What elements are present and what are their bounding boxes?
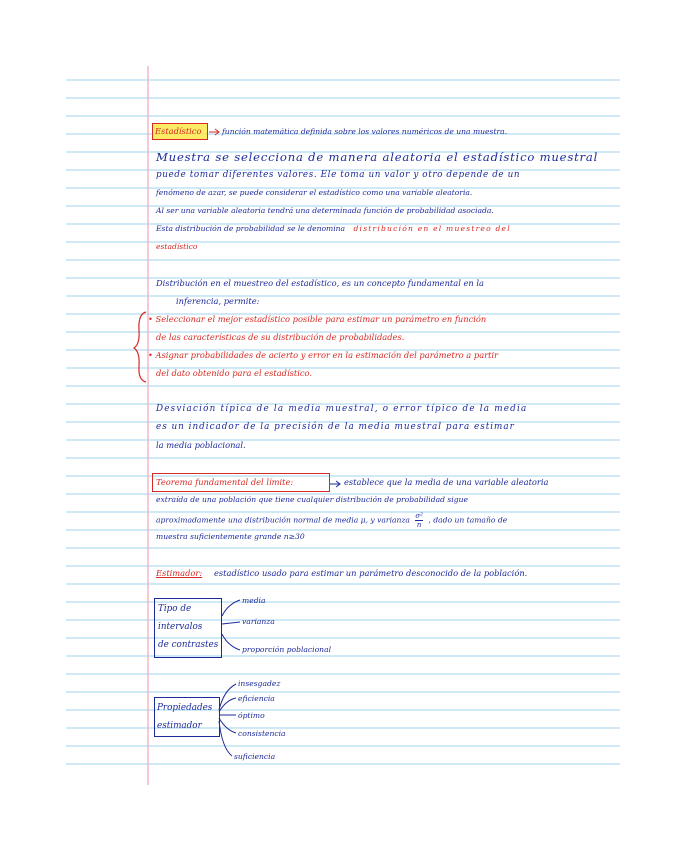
definition-estimador: estadístico usado para estimar un parámetro desconocido de la población. [214, 568, 528, 578]
desviacion-line-2: es un indicador de la precisión de la media muestral para estimar [156, 422, 515, 432]
branch-media: media [242, 596, 266, 605]
propiedades-box-line-2: estimador [157, 721, 202, 731]
variance-fraction [415, 512, 423, 529]
teorema-line-1: establece que la media de una variable aleatoria [344, 477, 549, 487]
fraction-numerator: σ² [415, 512, 423, 520]
fraction-denominator: n [416, 521, 422, 529]
branch-optimo: óptimo [238, 711, 265, 720]
term-estimador: Estimador: [156, 568, 203, 578]
term-estadistico: Estadístico [155, 126, 202, 136]
branch-consistencia: consistencia [238, 729, 286, 738]
tipos-box-line-1: Tipo de [158, 604, 192, 614]
tipos-box-line-2: intervalos [158, 622, 203, 632]
distribucion-line-1: Distribución en el muestreo del estadístico, es un concepto fundamental en la [156, 278, 484, 288]
branch-varianza: varianza [242, 617, 275, 626]
bullet-1-line-2: de las características de su distribución de probabilidades. [156, 332, 405, 342]
bullet-dot-1: • [148, 314, 153, 324]
desviacion-line-3: la media poblacional. [156, 440, 246, 450]
muestra-line-3: fenómeno de azar, se puede considerar el estadístico como una variable aleatoria. [156, 188, 473, 197]
teorema-line-3 [156, 512, 507, 529]
propiedades-box-line-1: Propiedades [157, 703, 213, 713]
bullet-2-line-1 [148, 348, 498, 362]
muestra-line-4: Al ser una variable aleatoria tendrá una determinada función de probabilidad asociada. [156, 206, 494, 215]
distribucion-line-2: inferencia, permite: [176, 296, 260, 306]
teorema-line-2: extraída de una población que tiene cualquier distribución de probabilidad sigue [156, 495, 468, 504]
muestra-line-2: puede tomar diferentes valores. Ele toma un valor y otro depende de un [156, 170, 521, 180]
bracket [134, 312, 146, 382]
definition-estadistico: función matemática definida sobre los valores numéricos de una muestra. [222, 127, 508, 136]
branch-eficiencia: eficiencia [238, 694, 275, 703]
tipos-box-line-3: de contrastes [158, 640, 219, 650]
muestra-line-5 [156, 222, 511, 236]
branch-suficiencia: suficiencia [234, 752, 276, 761]
muestra-highlight-term: distribución en el muestreo del [353, 224, 511, 233]
term-teorema: Teorema fundamental del límite: [156, 477, 294, 487]
bullet-2-line-2: del dato obtenido para el estadístico. [156, 368, 313, 378]
bullet-1-line-1-text: Seleccionar el mejor estadístico posible para estimar un parámetro en función [155, 314, 487, 324]
muestra-line-6: estadístico [156, 242, 198, 251]
branch-insesgadez: insesgadez [238, 679, 281, 688]
teorema-line-3-tail: , dado un tamaño de [428, 515, 508, 525]
branch-proporcion: proporción poblacional [242, 645, 332, 654]
muestra-line-1: Muestra se selecciona de manera aleatoria el estadístico muestral [156, 150, 599, 164]
bullet-1-line-1 [148, 312, 486, 326]
desviacion-line-1: Desviación típica de la media muestral, o error típico de la media [156, 404, 528, 414]
muestra-line-5-text: Esta distribución de probabilidad se le denomina [156, 224, 346, 233]
teorema-line-4: muestra suficientemente grande n≥30 [156, 532, 305, 541]
teorema-line-3-text: aproximadamente una distribución normal de media μ, y varianza [156, 515, 410, 525]
bullet-dot-2: • [148, 350, 153, 360]
bullet-2-line-1-text: Asignar probabilidades de acierto y error en la estimación del parámetro a partir [155, 350, 499, 360]
